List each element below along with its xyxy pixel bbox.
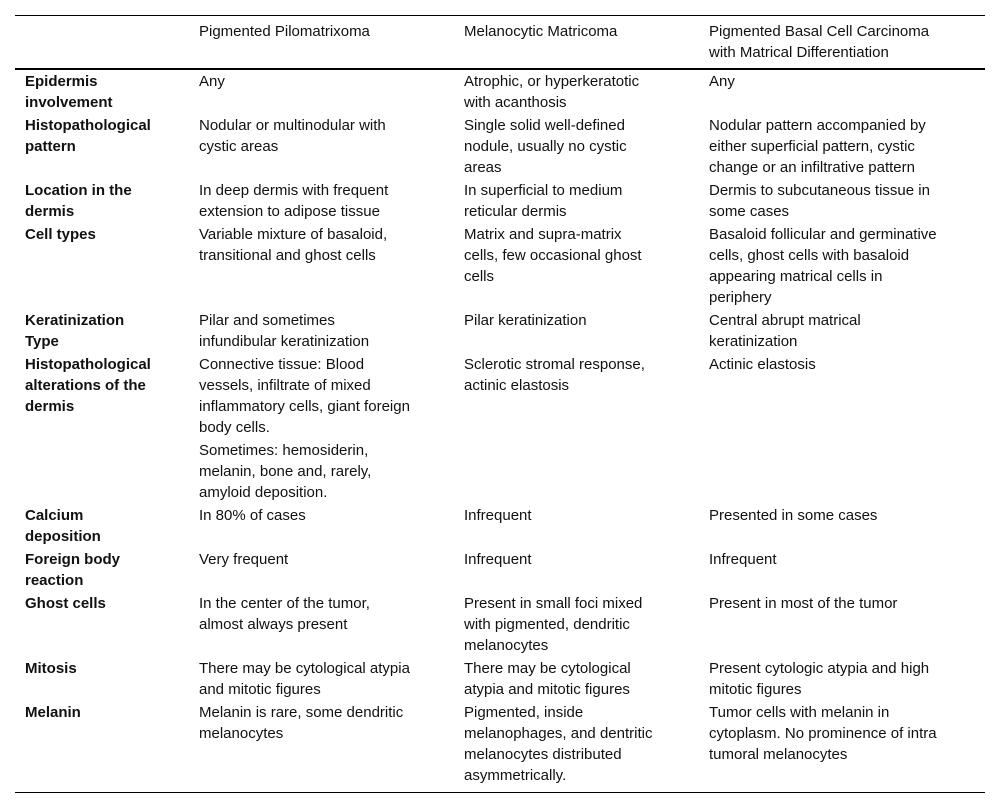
cell-line: transitional and ghost cells <box>199 247 376 264</box>
matricoma-cell <box>464 224 699 287</box>
matricoma-cell <box>464 115 699 178</box>
bcc-cell <box>709 310 979 352</box>
cell-line: appearing matrical cells in <box>709 268 883 285</box>
cell-line: with acanthosis <box>464 94 567 111</box>
cell-line: tumoral melanocytes <box>709 746 848 763</box>
matricoma-cell <box>464 593 699 656</box>
feature-cell <box>25 505 190 547</box>
table-top-rule <box>15 15 985 16</box>
cell-line: Any <box>199 73 225 90</box>
cell-line: atypia and mitotic figures <box>464 681 630 698</box>
feature-cell <box>25 71 190 113</box>
cell-line: Melanin is rare, some dendritic <box>199 704 404 721</box>
cell-line: periphery <box>709 289 772 306</box>
matricoma-cell <box>464 71 699 113</box>
matricoma-cell <box>464 505 699 526</box>
cell-line: melanocytes distributed <box>464 746 622 763</box>
pilomatrixoma-cell <box>199 702 454 744</box>
cell-line: Pilar keratinization <box>464 312 587 329</box>
cell-line: areas <box>464 159 502 176</box>
pilomatrixoma-cell <box>199 180 454 222</box>
matricoma-cell <box>464 310 699 331</box>
cell-line: Infrequent <box>464 507 532 524</box>
pilomatrixoma-cell <box>199 354 454 438</box>
cell-line: involvement <box>25 94 113 111</box>
header-melanocytic-matricoma: Melanocytic Matricoma <box>464 23 618 40</box>
cell-line: mitotic figures <box>709 681 802 698</box>
cell-line: cells <box>464 268 495 285</box>
feature-cell <box>25 310 190 352</box>
cell-line: almost always present <box>199 616 348 633</box>
header-pigmented-bcc: Pigmented Basal Cell Carcinoma with Matrical Differentiation <box>709 23 930 61</box>
cell-line: Epidermis <box>25 73 98 90</box>
cell-line: asymmetrically. <box>464 767 567 784</box>
feature-cell <box>25 224 190 245</box>
bcc-cell <box>709 71 979 92</box>
cell-line: Cell types <box>25 226 96 243</box>
cell-line: There may be cytological atypia <box>199 660 410 677</box>
cell-line: Nodular pattern accompanied by <box>709 117 926 134</box>
bcc-cell <box>709 115 979 178</box>
cell-line: extension to adipose tissue <box>199 203 380 220</box>
cell-line: cells, few occasional ghost <box>464 247 642 264</box>
cell-line: Type <box>25 333 59 350</box>
pilomatrixoma-cell <box>199 224 454 266</box>
cell-line: Calcium <box>25 507 84 524</box>
cell-line: Present in small foci mixed <box>464 595 643 612</box>
pilomatrixoma-cell <box>199 71 454 92</box>
feature-cell <box>25 180 190 222</box>
cell-line: Infrequent <box>709 551 777 568</box>
cell-line: actinic elastosis <box>464 377 570 394</box>
cell-line: Basaloid follicular and germinative <box>709 226 937 243</box>
cell-line: cystic areas <box>199 138 279 155</box>
header-pigmented-pilomatrixoma: Pigmented Pilomatrixoma <box>199 23 370 40</box>
cell-line: body cells. <box>199 419 270 436</box>
cell-line: reticular dermis <box>464 203 567 220</box>
cell-line: infundibular keratinization <box>199 333 370 350</box>
pilomatrixoma-cell <box>199 658 454 700</box>
cell-line: Pilar and sometimes <box>199 312 335 329</box>
feature-cell <box>25 115 190 157</box>
cell-line: pattern <box>25 138 76 155</box>
cell-line: Variable mixture of basaloid, <box>199 226 388 243</box>
pilomatrixoma-cell <box>199 593 454 635</box>
cell-line: Histopathological <box>25 356 151 373</box>
cell-line: Actinic elastosis <box>709 356 816 373</box>
bcc-cell <box>709 658 979 700</box>
cell-line: nodule, usually no cystic <box>464 138 627 155</box>
cell-line: Location in the <box>25 182 132 199</box>
cell-line: Presented in some cases <box>709 507 878 524</box>
cell-line: Tumor cells with melanin in <box>709 704 890 721</box>
cell-line: alterations of the <box>25 377 146 394</box>
cell-line: keratinization <box>709 333 798 350</box>
cell-line: Atrophic, or hyperkeratotic <box>464 73 640 90</box>
cell-line: Mitosis <box>25 660 77 677</box>
pilomatrixoma-cell <box>199 505 454 526</box>
cell-line: Very frequent <box>199 551 289 568</box>
feature-cell <box>25 658 190 679</box>
cell-line: Any <box>709 73 735 90</box>
matricoma-cell <box>464 658 699 700</box>
feature-cell <box>25 593 190 614</box>
cell-line: either superficial pattern, cystic <box>709 138 915 155</box>
cell-line: some cases <box>709 203 790 220</box>
cell-line: change or an infiltrative pattern <box>709 159 915 176</box>
cell-line: dermis <box>25 203 75 220</box>
pilomatrixoma-cell-extra <box>199 440 454 503</box>
cell-line: Central abrupt matrical <box>709 312 861 329</box>
cell-line: In the center of the tumor, <box>199 595 370 612</box>
cell-line: In 80% of cases <box>199 507 306 524</box>
matricoma-cell <box>464 702 699 786</box>
matricoma-cell <box>464 549 699 570</box>
cell-line: In superficial to medium <box>464 182 623 199</box>
cell-line: dermis <box>25 398 75 415</box>
feature-cell <box>25 354 190 417</box>
cell-line: In deep dermis with frequent <box>199 182 389 199</box>
cell-line: melanocytes <box>199 725 284 742</box>
matricoma-cell <box>464 354 699 396</box>
cell-line: Present cytologic atypia and high <box>709 660 930 677</box>
cell-line: Ghost cells <box>25 595 106 612</box>
cell-line: There may be cytological <box>464 660 631 677</box>
bcc-cell <box>709 224 979 308</box>
cell-line: amyloid deposition. <box>199 484 328 501</box>
cell-line: reaction <box>25 572 84 589</box>
bcc-cell <box>709 180 979 222</box>
cell-line: Nodular or multinodular with <box>199 117 386 134</box>
cell-line: and mitotic figures <box>199 681 321 698</box>
table-bottom-rule <box>15 792 985 793</box>
cell-line: Keratinization <box>25 312 125 329</box>
pilomatrixoma-cell <box>199 115 454 157</box>
bcc-cell <box>709 549 979 570</box>
cell-line: vessels, infiltrate of mixed <box>199 377 371 394</box>
cell-line: cytoplasm. No prominence of intra <box>709 725 937 742</box>
cell-line: deposition <box>25 528 101 545</box>
cell-line: Sclerotic stromal response, <box>464 356 645 373</box>
feature-cell <box>25 549 190 591</box>
cell-line: Foreign body <box>25 551 120 568</box>
cell-line: melanocytes <box>464 637 549 654</box>
cell-line: cells, ghost cells with basaloid <box>709 247 910 264</box>
cell-line: melanin, bone and, rarely, <box>199 463 372 480</box>
pilomatrixoma-cell <box>199 310 454 352</box>
pilomatrixoma-cell <box>199 549 454 570</box>
bcc-cell <box>709 702 979 765</box>
header-bottom-rule <box>15 68 985 70</box>
cell-line: inflammatory cells, giant foreign <box>199 398 410 415</box>
cell-line: Sometimes: hemosiderin, <box>199 442 369 459</box>
matricoma-cell <box>464 180 699 222</box>
cell-line: Dermis to subcutaneous tissue in <box>709 182 930 199</box>
cell-line: Connective tissue: Blood <box>199 356 365 373</box>
cell-line: Histopathological <box>25 117 151 134</box>
cell-line: Pigmented, inside <box>464 704 584 721</box>
bcc-cell <box>709 505 979 526</box>
cell-line: Present in most of the tumor <box>709 595 898 612</box>
bcc-cell <box>709 593 979 614</box>
cell-line: Matrix and supra-matrix <box>464 226 622 243</box>
bcc-cell <box>709 354 979 375</box>
cell-line: Infrequent <box>464 551 532 568</box>
feature-cell <box>25 702 190 723</box>
cell-line: Melanin <box>25 704 81 721</box>
cell-line: Single solid well-defined <box>464 117 625 134</box>
cell-line: with pigmented, dendritic <box>464 616 630 633</box>
cell-line: melanophages, and dentritic <box>464 725 653 742</box>
